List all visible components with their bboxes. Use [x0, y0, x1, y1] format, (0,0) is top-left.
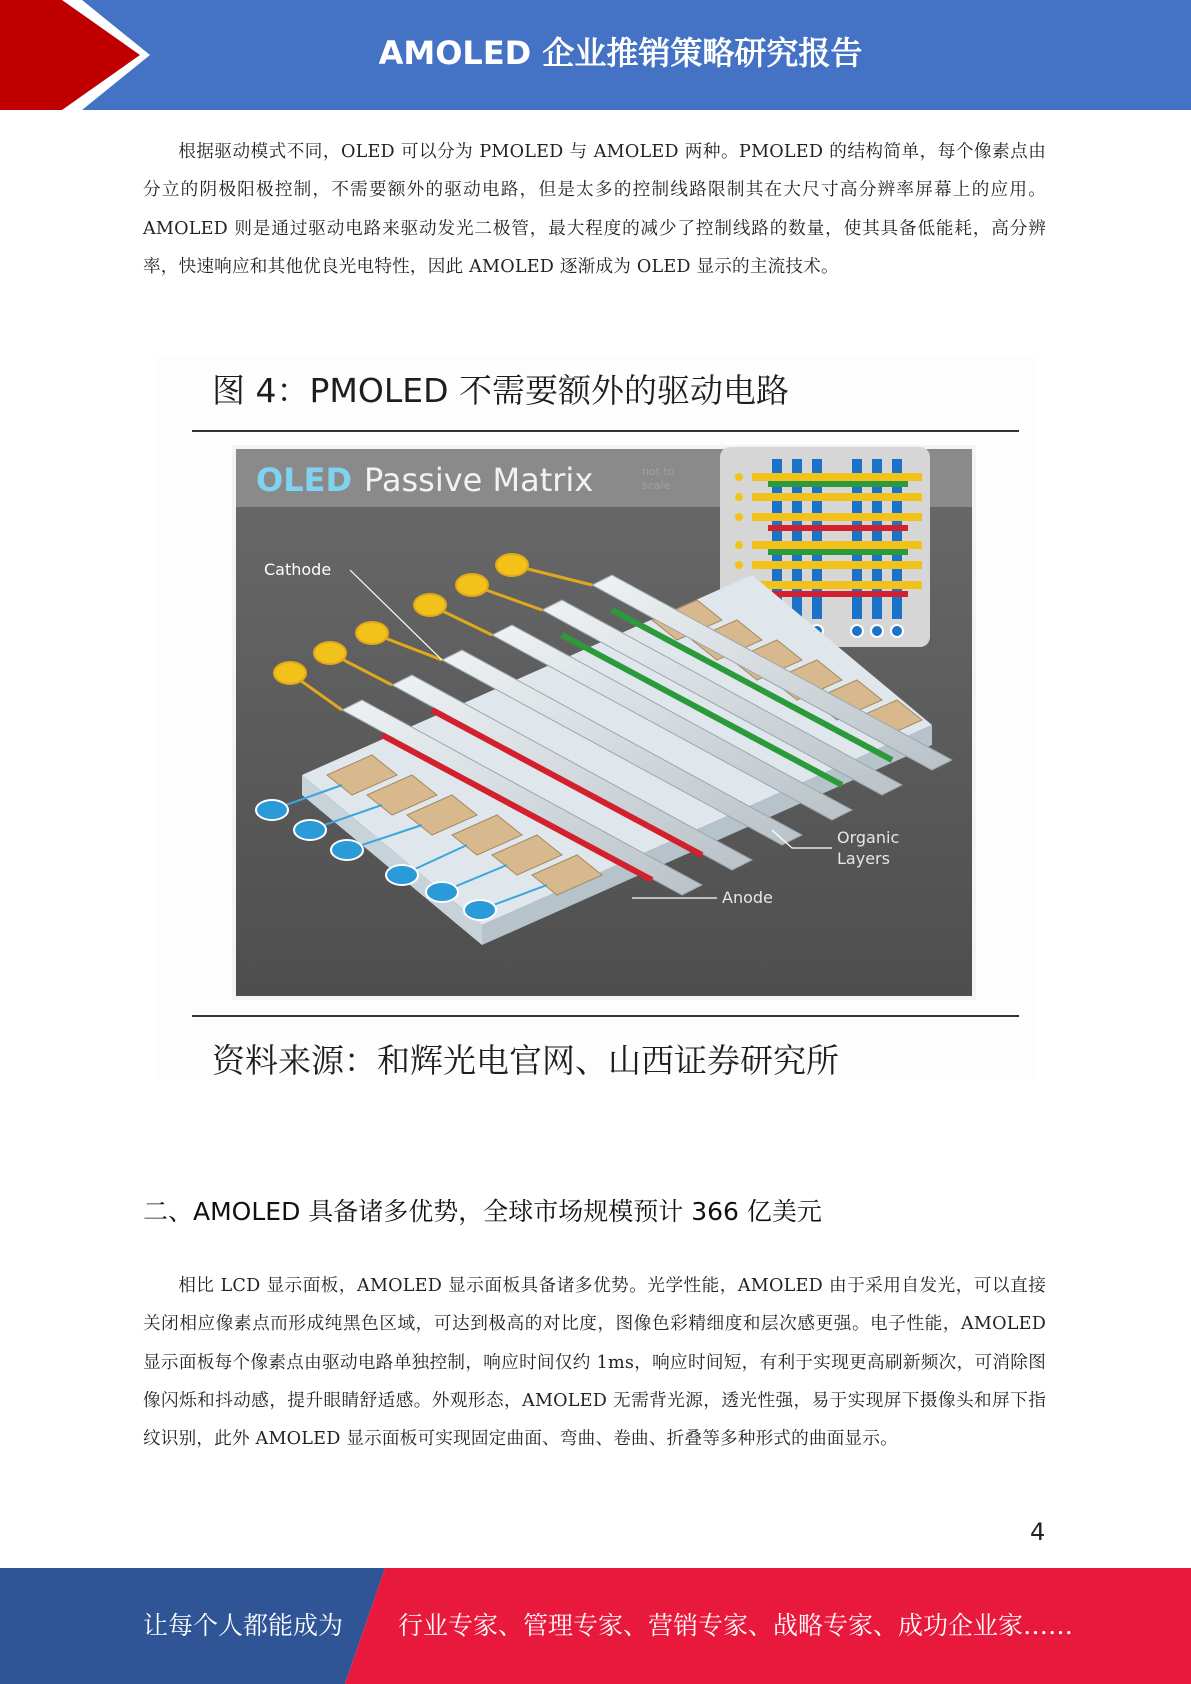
diagram-heading: Passive Matrix — [364, 461, 594, 499]
report-title: AMOLED 企业推销策略研究报告 — [378, 34, 863, 72]
figure-4 — [155, 355, 1035, 1080]
label-anode: Anode — [722, 888, 773, 907]
figure-rule-top — [192, 430, 1019, 432]
diagram-note-line2: scale — [642, 479, 671, 492]
figure-source: 资料来源：和辉光电官网、山西证券研究所 — [212, 1041, 839, 1080]
section-heading: 二、AMOLED 具备诸多优势，全球市场规模预计 366 亿美元 — [143, 1197, 822, 1226]
diagram-note-line1: not to — [642, 465, 675, 478]
body-paragraph-2: 相比 LCD 显示面板，AMOLED 显示面板具备诸多优势。光学性能，AMOLED 由于采用自发光，可以直接关闭相应像素点而形成纯黑色区域，可达到极高的对比度，图像色彩精细度和层次感更强。电子性能，AMOLED 显示面板每个像素点由驱动电路单独控制，响应时间仅约 1ms，响应时间短，有利于实现更高刷新频次，可消除图像闪烁和抖动感，提升眼睛舒适感。外观形态，AMOLED 无需背光源，透光性强，易于实现屏下摄像头和屏下指纹识别，此外 AMOLED 显示面板可实现固定曲面、弯曲、卷曲、折叠等多种形式的曲面显示。 — [143, 1276, 1046, 1450]
footer-banner — [0, 1568, 1191, 1684]
oled-passive-matrix-diagram — [232, 445, 976, 1000]
label-organic-line2: Layers — [837, 849, 890, 868]
footer-slogan-left: 让每个人都能成为 — [143, 1611, 344, 1640]
figure-rule-bottom — [192, 1015, 1019, 1017]
footer-slogan-right: 行业专家、管理专家、营销专家、战略专家、成功企业家…… — [398, 1611, 1074, 1640]
body-paragraph-1: 根据驱动模式不同，OLED 可以分为 PMOLED 与 AMOLED 两种。PMOLED 的结构简单，每个像素点由分立的阴极阳极控制，不需要额外的驱动电路，但是太多的控制线路限制其在大尺寸高分辨率屏幕上的应用。AMOLED 则是通过驱动电路来驱动发光二极管，最大程度的减少了控制线路的数量，使其具备低能耗，高分辨率，快速响应和其他优良光电特性，因此 AMOLED 逐渐成为 OLED 显示的主流技术。 — [143, 142, 1046, 277]
label-organic-line1: Organic — [837, 828, 900, 847]
figure-title: 图 4：PMOLED 不需要额外的驱动电路 — [212, 371, 789, 410]
label-cathode: Cathode — [264, 560, 332, 579]
page-number: 4 — [1030, 1518, 1046, 1546]
diagram-heading-oled: OLED — [256, 461, 353, 499]
